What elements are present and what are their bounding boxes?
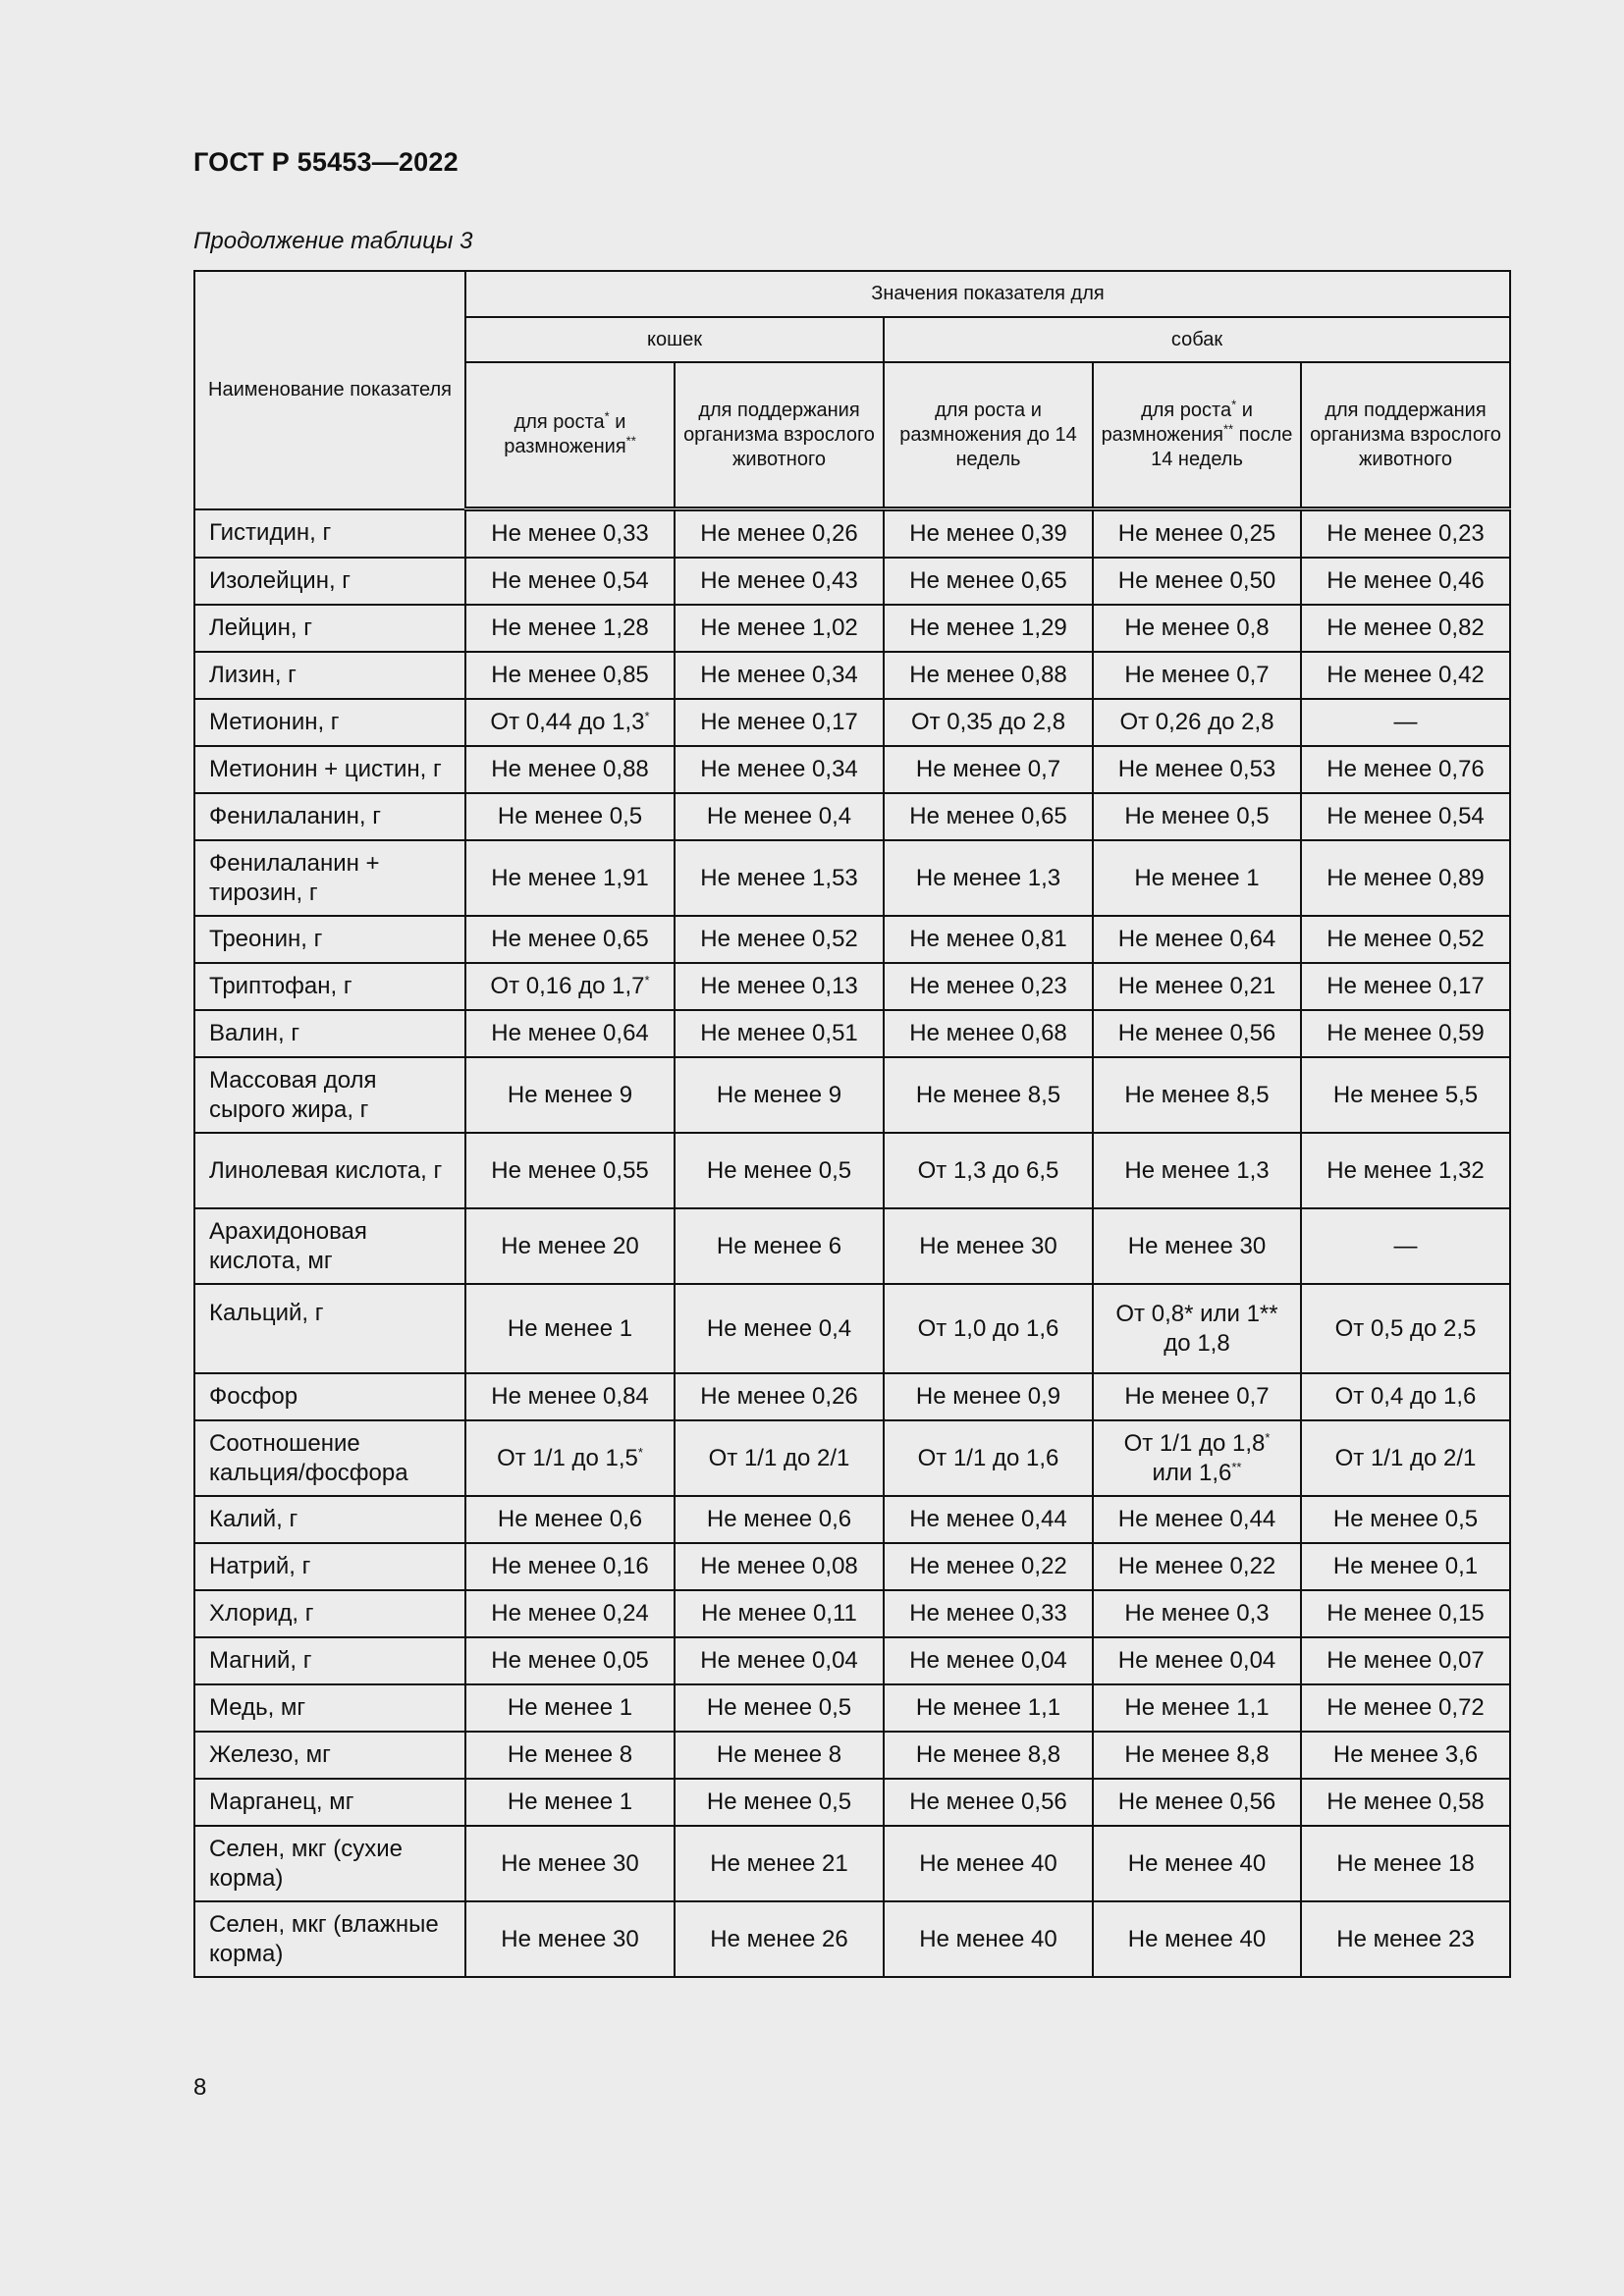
- value-cell: Не менее 1: [465, 1284, 675, 1373]
- value-cell: Не менее 5,5: [1301, 1057, 1510, 1133]
- value-cell: Не менее 0,08: [675, 1543, 884, 1590]
- indicator-name: Кальций, г: [194, 1284, 465, 1373]
- value-cell: Не менее 8,8: [1093, 1732, 1301, 1779]
- table-row: [194, 1901, 1510, 1977]
- value-cell: От 0,44 до 1,3*: [465, 699, 675, 746]
- value-cell: От 1/1 до 2/1: [675, 1420, 884, 1496]
- value-cell: Не менее 0,16: [465, 1543, 675, 1590]
- value-cell: Не менее 0,65: [884, 558, 1093, 605]
- header-cats-adult: для поддержания организма взрослого животного: [675, 362, 884, 509]
- header-dogs-growth-to14: для роста и размножения до 14 недель: [884, 362, 1093, 509]
- table-row: [194, 1543, 1510, 1590]
- value-cell: Не менее 40: [1093, 1901, 1301, 1977]
- table-caption: Продолжение таблицы 3: [193, 228, 473, 254]
- value-cell: Не менее 0,50: [1093, 558, 1301, 605]
- table-row: [194, 699, 1510, 746]
- value-cell: Не менее 0,81: [884, 916, 1093, 963]
- indicator-name: Арахидоновая кислота, мг: [194, 1208, 465, 1284]
- indicator-name: Магний, г: [194, 1637, 465, 1684]
- value-cell: От 0,35 до 2,8: [884, 699, 1093, 746]
- value-cell: От 1/1 до 1,6: [884, 1420, 1093, 1496]
- indicator-name: Метионин, г: [194, 699, 465, 746]
- value-cell: Не менее 0,5: [675, 1133, 884, 1208]
- value-cell: От 1/1 до 1,5*: [465, 1420, 675, 1496]
- table-row: [194, 652, 1510, 699]
- value-cell: От 0,16 до 1,7*: [465, 963, 675, 1010]
- value-cell: Не менее 0,59: [1301, 1010, 1510, 1057]
- indicator-name: Железо, мг: [194, 1732, 465, 1779]
- value-cell: Не менее 0,11: [675, 1590, 884, 1637]
- indicator-name: Селен, мкг (сухие корма): [194, 1826, 465, 1901]
- value-cell: Не менее 0,04: [675, 1637, 884, 1684]
- value-cell: Не менее 0,04: [1093, 1637, 1301, 1684]
- value-cell: Не менее 1,3: [884, 840, 1093, 916]
- indicator-name: Изолейцин, г: [194, 558, 465, 605]
- value-cell: Не менее 0,72: [1301, 1684, 1510, 1732]
- table-row: [194, 840, 1510, 916]
- value-cell: Не менее 0,64: [465, 1010, 675, 1057]
- value-cell: Не менее 0,23: [1301, 509, 1510, 559]
- value-cell: Не менее 0,5: [675, 1684, 884, 1732]
- value-cell: Не менее 0,34: [675, 652, 884, 699]
- value-cell: Не менее 1,28: [465, 605, 675, 652]
- value-cell: Не менее 0,7: [884, 746, 1093, 793]
- table-row: [194, 916, 1510, 963]
- value-cell: Не менее 1,53: [675, 840, 884, 916]
- value-cell: —: [1301, 1208, 1510, 1284]
- table-row: [194, 1637, 1510, 1684]
- value-cell: Не менее 0,39: [884, 509, 1093, 559]
- value-cell: Не менее 0,05: [465, 1637, 675, 1684]
- nutrient-table: [193, 270, 1511, 1978]
- value-cell: Не менее 0,6: [465, 1496, 675, 1543]
- table-row: [194, 1779, 1510, 1826]
- value-cell: Не менее 0,7: [1093, 1373, 1301, 1420]
- indicator-name: Треонин, г: [194, 916, 465, 963]
- table-row: [194, 1496, 1510, 1543]
- value-cell: Не менее 40: [1093, 1826, 1301, 1901]
- value-cell: Не менее 0,33: [884, 1590, 1093, 1637]
- value-cell: Не менее 1,1: [884, 1684, 1093, 1732]
- value-cell: От 1/1 до 1,8* или 1,6**: [1093, 1420, 1301, 1496]
- table-row: [194, 1826, 1510, 1901]
- indicator-name: Фенилаланин, г: [194, 793, 465, 840]
- value-cell: Не менее 0,4: [675, 1284, 884, 1373]
- value-cell: Не менее 30: [465, 1901, 675, 1977]
- value-cell: Не менее 0,42: [1301, 652, 1510, 699]
- value-cell: Не менее 3,6: [1301, 1732, 1510, 1779]
- value-cell: Не менее 0,17: [1301, 963, 1510, 1010]
- table-row: [194, 1057, 1510, 1133]
- value-cell: Не менее 0,88: [465, 746, 675, 793]
- document-title: ГОСТ Р 55453—2022: [193, 147, 459, 177]
- value-cell: От 0,8* или 1** до 1,8: [1093, 1284, 1301, 1373]
- table-row: [194, 1732, 1510, 1779]
- value-cell: Не менее 0,26: [675, 1373, 884, 1420]
- header-dogs-adult: для поддержания организма взрослого животного: [1301, 362, 1510, 509]
- value-cell: Не менее 0,22: [1093, 1543, 1301, 1590]
- value-cell: Не менее 0,58: [1301, 1779, 1510, 1826]
- value-cell: Не менее 0,64: [1093, 916, 1301, 963]
- table-row: [194, 746, 1510, 793]
- header-indicator-name: Наименование показателя: [194, 271, 465, 509]
- indicator-name: Линолевая кислота, г: [194, 1133, 465, 1208]
- value-cell: От 0,4 до 1,6: [1301, 1373, 1510, 1420]
- value-cell: Не менее 0,82: [1301, 605, 1510, 652]
- indicator-name: Лейцин, г: [194, 605, 465, 652]
- value-cell: Не менее 0,5: [465, 793, 675, 840]
- indicator-name: Триптофан, г: [194, 963, 465, 1010]
- indicator-name: Метионин + цистин, г: [194, 746, 465, 793]
- value-cell: Не менее 0,46: [1301, 558, 1510, 605]
- value-cell: Не менее 0,43: [675, 558, 884, 605]
- value-cell: Не менее 1,32: [1301, 1133, 1510, 1208]
- table-row: [194, 1590, 1510, 1637]
- value-cell: От 1,0 до 1,6: [884, 1284, 1093, 1373]
- value-cell: Не менее 0,6: [675, 1496, 884, 1543]
- table-row: [194, 793, 1510, 840]
- value-cell: Не менее 0,21: [1093, 963, 1301, 1010]
- header-values-group: Значения показателя для: [465, 271, 1510, 317]
- value-cell: Не менее 0,33: [465, 509, 675, 559]
- value-cell: Не менее 0,24: [465, 1590, 675, 1637]
- value-cell: Не менее 6: [675, 1208, 884, 1284]
- table-row: [194, 509, 1510, 559]
- value-cell: Не менее 0,13: [675, 963, 884, 1010]
- value-cell: Не менее 0,53: [1093, 746, 1301, 793]
- indicator-name: Массовая доля сырого жира, г: [194, 1057, 465, 1133]
- value-cell: Не менее 21: [675, 1826, 884, 1901]
- header-dogs-growth-after14: для роста* и размножения** после 14 недель: [1093, 362, 1301, 509]
- value-cell: Не менее 0,52: [1301, 916, 1510, 963]
- value-cell: Не менее 1,29: [884, 605, 1093, 652]
- value-cell: Не менее 0,56: [884, 1779, 1093, 1826]
- value-cell: Не менее 40: [884, 1901, 1093, 1977]
- value-cell: Не менее 0,3: [1093, 1590, 1301, 1637]
- value-cell: От 0,5 до 2,5: [1301, 1284, 1510, 1373]
- value-cell: Не менее 0,26: [675, 509, 884, 559]
- value-cell: Не менее 0,76: [1301, 746, 1510, 793]
- indicator-name: Фосфор: [194, 1373, 465, 1420]
- indicator-name: Соотношение кальция/фосфора: [194, 1420, 465, 1496]
- value-cell: Не менее 0,07: [1301, 1637, 1510, 1684]
- table-row: [194, 605, 1510, 652]
- value-cell: Не менее 0,54: [1301, 793, 1510, 840]
- value-cell: Не менее 30: [884, 1208, 1093, 1284]
- indicator-name: Валин, г: [194, 1010, 465, 1057]
- value-cell: Не менее 1,3: [1093, 1133, 1301, 1208]
- value-cell: Не менее 0,84: [465, 1373, 675, 1420]
- value-cell: Не менее 8,8: [884, 1732, 1093, 1779]
- value-cell: Не менее 0,34: [675, 746, 884, 793]
- value-cell: Не менее 23: [1301, 1901, 1510, 1977]
- value-cell: Не менее 0,52: [675, 916, 884, 963]
- value-cell: Не менее 9: [465, 1057, 675, 1133]
- value-cell: Не менее 1: [465, 1684, 675, 1732]
- value-cell: Не менее 8: [465, 1732, 675, 1779]
- value-cell: Не менее 0,44: [884, 1496, 1093, 1543]
- value-cell: Не менее 0,44: [1093, 1496, 1301, 1543]
- header-cats: кошек: [465, 317, 884, 362]
- value-cell: Не менее 0,65: [465, 916, 675, 963]
- value-cell: Не менее 26: [675, 1901, 884, 1977]
- value-cell: Не менее 0,1: [1301, 1543, 1510, 1590]
- table-row: [194, 558, 1510, 605]
- value-cell: Не менее 0,8: [1093, 605, 1301, 652]
- value-cell: Не менее 20: [465, 1208, 675, 1284]
- indicator-name: Медь, мг: [194, 1684, 465, 1732]
- value-cell: Не менее 0,85: [465, 652, 675, 699]
- value-cell: Не менее 0,51: [675, 1010, 884, 1057]
- indicator-name: Натрий, г: [194, 1543, 465, 1590]
- table-row: [194, 1420, 1510, 1496]
- value-cell: Не менее 0,54: [465, 558, 675, 605]
- value-cell: Не менее 0,5: [675, 1779, 884, 1826]
- value-cell: Не менее 0,88: [884, 652, 1093, 699]
- value-cell: От 1,3 до 6,5: [884, 1133, 1093, 1208]
- value-cell: Не менее 0,23: [884, 963, 1093, 1010]
- value-cell: Не менее 9: [675, 1057, 884, 1133]
- value-cell: Не менее 1,02: [675, 605, 884, 652]
- value-cell: Не менее 0,5: [1093, 793, 1301, 840]
- value-cell: Не менее 0,55: [465, 1133, 675, 1208]
- value-cell: Не менее 0,65: [884, 793, 1093, 840]
- value-cell: Не менее 0,04: [884, 1637, 1093, 1684]
- indicator-name: Калий, г: [194, 1496, 465, 1543]
- value-cell: Не менее 0,56: [1093, 1779, 1301, 1826]
- value-cell: Не менее 1: [1093, 840, 1301, 916]
- page-number: 8: [193, 2074, 207, 2101]
- value-cell: Не менее 0,7: [1093, 652, 1301, 699]
- value-cell: Не менее 8,5: [884, 1057, 1093, 1133]
- value-cell: Не менее 0,25: [1093, 509, 1301, 559]
- value-cell: Не менее 0,89: [1301, 840, 1510, 916]
- value-cell: Не менее 0,56: [1093, 1010, 1301, 1057]
- table-row: [194, 1133, 1510, 1208]
- table-row: [194, 1373, 1510, 1420]
- table-row: [194, 1010, 1510, 1057]
- table-row: [194, 1208, 1510, 1284]
- value-cell: От 1/1 до 2/1: [1301, 1420, 1510, 1496]
- table-row: [194, 963, 1510, 1010]
- table-row: [194, 1284, 1510, 1373]
- value-cell: Не менее 30: [1093, 1208, 1301, 1284]
- value-cell: Не менее 0,15: [1301, 1590, 1510, 1637]
- value-cell: Не менее 0,68: [884, 1010, 1093, 1057]
- value-cell: Не менее 0,5: [1301, 1496, 1510, 1543]
- value-cell: От 0,26 до 2,8: [1093, 699, 1301, 746]
- value-cell: Не менее 0,4: [675, 793, 884, 840]
- indicator-name: Селен, мкг (влажные корма): [194, 1901, 465, 1977]
- value-cell: Не менее 40: [884, 1826, 1093, 1901]
- indicator-name: Марганец, мг: [194, 1779, 465, 1826]
- value-cell: Не менее 1: [465, 1779, 675, 1826]
- value-cell: Не менее 0,22: [884, 1543, 1093, 1590]
- indicator-name: Гистидин, г: [194, 509, 465, 559]
- value-cell: Не менее 18: [1301, 1826, 1510, 1901]
- header-dogs: собак: [884, 317, 1510, 362]
- value-cell: Не менее 0,17: [675, 699, 884, 746]
- value-cell: Не менее 1,1: [1093, 1684, 1301, 1732]
- header-cats-growth: для роста* и размножения**: [465, 362, 675, 509]
- value-cell: Не менее 8: [675, 1732, 884, 1779]
- value-cell: Не менее 0,9: [884, 1373, 1093, 1420]
- table-row: [194, 1684, 1510, 1732]
- value-cell: Не менее 30: [465, 1826, 675, 1901]
- value-cell: Не менее 8,5: [1093, 1057, 1301, 1133]
- indicator-name: Хлорид, г: [194, 1590, 465, 1637]
- indicator-name: Фенилаланин + тирозин, г: [194, 840, 465, 916]
- value-cell: —: [1301, 699, 1510, 746]
- indicator-name: Лизин, г: [194, 652, 465, 699]
- value-cell: Не менее 1,91: [465, 840, 675, 916]
